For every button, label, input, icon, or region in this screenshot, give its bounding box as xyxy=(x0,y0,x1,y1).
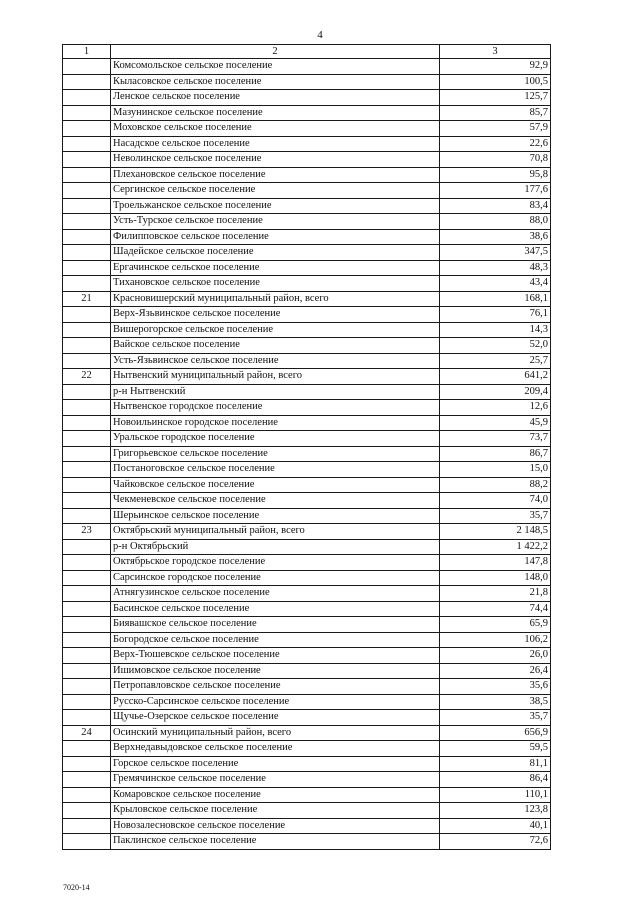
value-cell: 85,7 xyxy=(440,105,551,121)
table-row xyxy=(63,90,551,106)
value-cell: 25,7 xyxy=(440,353,551,369)
value-cell: 26,4 xyxy=(440,663,551,679)
table-row xyxy=(63,291,551,307)
value-cell: 52,0 xyxy=(440,338,551,354)
settlement-name-cell: Уральское городское поселение xyxy=(111,431,440,447)
settlement-name-cell: Чайковское сельское поселение xyxy=(111,477,440,493)
table-row xyxy=(63,617,551,633)
row-number-cell xyxy=(63,570,111,586)
table-row xyxy=(63,229,551,245)
row-number-cell xyxy=(63,586,111,602)
table-row xyxy=(63,586,551,602)
table-row xyxy=(63,121,551,137)
settlement-name-cell: Ишимовское сельское поселение xyxy=(111,663,440,679)
value-cell: 88,2 xyxy=(440,477,551,493)
value-cell: 86,4 xyxy=(440,772,551,788)
settlement-name-cell: Нытвенский муниципальный район, всего xyxy=(111,369,440,385)
column-header-2: 2 xyxy=(111,45,440,59)
value-cell: 110,1 xyxy=(440,787,551,803)
row-number-cell xyxy=(63,772,111,788)
settlement-name-cell: Октябрьский муниципальный район, всего xyxy=(111,524,440,540)
value-cell: 88,0 xyxy=(440,214,551,230)
settlement-name-cell: Постаноговское сельское поселение xyxy=(111,462,440,478)
table-row xyxy=(63,524,551,540)
settlement-name-cell: Осинский муниципальный район, всего xyxy=(111,725,440,741)
table-row xyxy=(63,648,551,664)
table-row xyxy=(63,493,551,509)
value-cell: 22,6 xyxy=(440,136,551,152)
table-row xyxy=(63,756,551,772)
row-number-cell: 24 xyxy=(63,725,111,741)
table-row xyxy=(63,322,551,338)
row-number-cell xyxy=(63,338,111,354)
table-row xyxy=(63,415,551,431)
settlement-name-cell: Мазунинское сельское поселение xyxy=(111,105,440,121)
settlement-name-cell: Октябрьское городское поселение xyxy=(111,555,440,571)
value-cell: 641,2 xyxy=(440,369,551,385)
value-cell: 15,0 xyxy=(440,462,551,478)
settlement-name-cell: Басинское сельское поселение xyxy=(111,601,440,617)
table-row xyxy=(63,694,551,710)
table-row xyxy=(63,741,551,757)
table-row xyxy=(63,477,551,493)
table-row xyxy=(63,276,551,292)
row-number-cell: 23 xyxy=(63,524,111,540)
row-number-cell xyxy=(63,431,111,447)
table-row xyxy=(63,338,551,354)
value-cell: 38,5 xyxy=(440,694,551,710)
row-number-cell xyxy=(63,493,111,509)
settlement-name-cell: Троельжанское сельское поселение xyxy=(111,198,440,214)
row-number-cell xyxy=(63,648,111,664)
value-cell: 177,6 xyxy=(440,183,551,199)
row-number-cell: 22 xyxy=(63,369,111,385)
value-cell: 168,1 xyxy=(440,291,551,307)
value-cell: 74,4 xyxy=(440,601,551,617)
settlement-name-cell: Нытвенское городское поселение xyxy=(111,400,440,416)
settlement-name-cell: Верхнедавыдовское сельское поселение xyxy=(111,741,440,757)
value-cell: 12,6 xyxy=(440,400,551,416)
settlement-name-cell: Филипповское сельское поселение xyxy=(111,229,440,245)
settlement-name-cell: Усть-Турское сельское поселение xyxy=(111,214,440,230)
row-number-cell xyxy=(63,307,111,323)
settlement-name-cell: Чекменевское сельское поселение xyxy=(111,493,440,509)
value-cell: 83,4 xyxy=(440,198,551,214)
row-number-cell xyxy=(63,477,111,493)
row-number-cell xyxy=(63,617,111,633)
value-cell: 95,8 xyxy=(440,167,551,183)
settlement-name-cell: Щучье-Озерское сельское поселение xyxy=(111,710,440,726)
table-row xyxy=(63,183,551,199)
value-cell: 81,1 xyxy=(440,756,551,772)
row-number-cell xyxy=(63,446,111,462)
data-table xyxy=(62,44,551,850)
value-cell: 72,6 xyxy=(440,834,551,850)
table-row xyxy=(63,710,551,726)
settlement-name-cell: Паклинское сельское поселение xyxy=(111,834,440,850)
settlement-name-cell: Русско-Сарсинское сельское поселение xyxy=(111,694,440,710)
row-number-cell xyxy=(63,245,111,261)
row-number-cell xyxy=(63,353,111,369)
table-row xyxy=(63,679,551,695)
table-row xyxy=(63,245,551,261)
table-row xyxy=(63,601,551,617)
table-row xyxy=(63,818,551,834)
value-cell: 14,3 xyxy=(440,322,551,338)
settlement-name-cell: Гремячинское сельское поселение xyxy=(111,772,440,788)
row-number-cell xyxy=(63,167,111,183)
settlement-name-cell: Усть-Язьвинское сельское поселение xyxy=(111,353,440,369)
settlement-name-cell: Атнягузинское сельское поселение xyxy=(111,586,440,602)
value-cell: 125,7 xyxy=(440,90,551,106)
settlement-name-cell: Вишерогорское сельское поселение xyxy=(111,322,440,338)
footer-code: 7020-14 xyxy=(63,883,90,892)
value-cell: 26,0 xyxy=(440,648,551,664)
row-number-cell xyxy=(63,663,111,679)
settlement-name-cell: Вайское сельское поселение xyxy=(111,338,440,354)
settlement-name-cell: Крыловское сельское поселение xyxy=(111,803,440,819)
row-number-cell xyxy=(63,710,111,726)
table-row xyxy=(63,136,551,152)
settlement-name-cell: Ергачинское сельское поселение xyxy=(111,260,440,276)
row-number-cell xyxy=(63,601,111,617)
settlement-name-cell: Верх-Язьвинское сельское поселение xyxy=(111,307,440,323)
value-cell: 147,8 xyxy=(440,555,551,571)
settlement-name-cell: Биявашское сельское поселение xyxy=(111,617,440,633)
settlement-name-cell: Новозалесновское сельское поселение xyxy=(111,818,440,834)
value-cell: 74,0 xyxy=(440,493,551,509)
value-cell: 45,9 xyxy=(440,415,551,431)
row-number-cell xyxy=(63,756,111,772)
settlement-name-cell: Горское сельское поселение xyxy=(111,756,440,772)
value-cell: 106,2 xyxy=(440,632,551,648)
value-cell: 86,7 xyxy=(440,446,551,462)
settlement-name-cell: Плехановское сельское поселение xyxy=(111,167,440,183)
settlement-name-cell: р-н Нытвенский xyxy=(111,384,440,400)
row-number-cell xyxy=(63,555,111,571)
settlement-name-cell: Кыласовское сельское поселение xyxy=(111,74,440,90)
row-number-cell xyxy=(63,183,111,199)
row-number-cell xyxy=(63,229,111,245)
table-row xyxy=(63,787,551,803)
row-number-cell xyxy=(63,260,111,276)
value-cell: 1 422,2 xyxy=(440,539,551,555)
settlement-name-cell: Красновишерский муниципальный район, всего xyxy=(111,291,440,307)
row-number-cell xyxy=(63,834,111,850)
table-row xyxy=(63,384,551,400)
settlement-name-cell: Комаровское сельское поселение xyxy=(111,787,440,803)
value-cell: 21,8 xyxy=(440,586,551,602)
table-row xyxy=(63,369,551,385)
value-cell: 35,6 xyxy=(440,679,551,695)
table-body xyxy=(63,59,551,850)
value-cell: 347,5 xyxy=(440,245,551,261)
value-cell: 2 148,5 xyxy=(440,524,551,540)
table-row xyxy=(63,260,551,276)
row-number-cell xyxy=(63,90,111,106)
table-row xyxy=(63,555,551,571)
value-cell: 57,9 xyxy=(440,121,551,137)
table-row xyxy=(63,539,551,555)
row-number-cell xyxy=(63,105,111,121)
row-number-cell xyxy=(63,539,111,555)
row-number-cell xyxy=(63,400,111,416)
value-cell: 40,1 xyxy=(440,818,551,834)
settlement-name-cell: Богородское сельское поселение xyxy=(111,632,440,648)
row-number-cell xyxy=(63,694,111,710)
value-cell: 43,4 xyxy=(440,276,551,292)
settlement-name-cell: р-н Октябрьский xyxy=(111,539,440,555)
row-number-cell xyxy=(63,74,111,90)
table-header-row xyxy=(63,45,551,59)
settlement-name-cell: Неволинское сельское поселение xyxy=(111,152,440,168)
table-row xyxy=(63,772,551,788)
column-header-1: 1 xyxy=(63,45,111,59)
table-row xyxy=(63,462,551,478)
settlement-name-cell: Тихановское сельское поселение xyxy=(111,276,440,292)
row-number-cell xyxy=(63,803,111,819)
settlement-name-cell: Шерьинское сельское поселение xyxy=(111,508,440,524)
settlement-name-cell: Петропавловское сельское поселение xyxy=(111,679,440,695)
value-cell: 73,7 xyxy=(440,431,551,447)
row-number-cell xyxy=(63,121,111,137)
row-number-cell xyxy=(63,384,111,400)
column-header-3: 3 xyxy=(440,45,551,59)
row-number-cell xyxy=(63,198,111,214)
table-row xyxy=(63,570,551,586)
row-number-cell xyxy=(63,152,111,168)
row-number-cell xyxy=(63,679,111,695)
value-cell: 148,0 xyxy=(440,570,551,586)
value-cell: 48,3 xyxy=(440,260,551,276)
row-number-cell xyxy=(63,59,111,75)
page-number: 4 xyxy=(317,29,323,41)
table-row xyxy=(63,105,551,121)
row-number-cell xyxy=(63,136,111,152)
row-number-cell xyxy=(63,214,111,230)
value-cell: 76,1 xyxy=(440,307,551,323)
row-number-cell xyxy=(63,276,111,292)
settlement-name-cell: Верх-Тюшевское сельское поселение xyxy=(111,648,440,664)
table-row xyxy=(63,834,551,850)
value-cell: 100,5 xyxy=(440,74,551,90)
settlement-name-cell: Шадейское сельское поселение xyxy=(111,245,440,261)
table-row xyxy=(63,663,551,679)
table-row xyxy=(63,74,551,90)
table-row xyxy=(63,431,551,447)
row-number-cell xyxy=(63,415,111,431)
value-cell: 59,5 xyxy=(440,741,551,757)
settlement-name-cell: Насадское сельское поселение xyxy=(111,136,440,152)
table-row xyxy=(63,198,551,214)
table-row xyxy=(63,214,551,230)
table-row xyxy=(63,353,551,369)
table-row xyxy=(63,508,551,524)
row-number-cell xyxy=(63,322,111,338)
settlement-name-cell: Новоильинское городское поселение xyxy=(111,415,440,431)
table-row xyxy=(63,446,551,462)
value-cell: 35,7 xyxy=(440,508,551,524)
value-cell: 123,8 xyxy=(440,803,551,819)
row-number-cell xyxy=(63,787,111,803)
row-number-cell xyxy=(63,741,111,757)
value-cell: 656,9 xyxy=(440,725,551,741)
value-cell: 70,8 xyxy=(440,152,551,168)
value-cell: 209,4 xyxy=(440,384,551,400)
settlement-name-cell: Ленское сельское поселение xyxy=(111,90,440,106)
row-number-cell: 21 xyxy=(63,291,111,307)
row-number-cell xyxy=(63,818,111,834)
table-row xyxy=(63,167,551,183)
table-row xyxy=(63,152,551,168)
settlement-name-cell: Григорьевское сельское поселение xyxy=(111,446,440,462)
value-cell: 38,6 xyxy=(440,229,551,245)
settlement-name-cell: Комсомольское сельское поселение xyxy=(111,59,440,75)
table-row xyxy=(63,725,551,741)
table-row xyxy=(63,803,551,819)
value-cell: 65,9 xyxy=(440,617,551,633)
row-number-cell xyxy=(63,462,111,478)
settlement-name-cell: Сергинское сельское поселение xyxy=(111,183,440,199)
row-number-cell xyxy=(63,508,111,524)
table-row xyxy=(63,632,551,648)
value-cell: 35,7 xyxy=(440,710,551,726)
settlement-name-cell: Сарсинское городское поселение xyxy=(111,570,440,586)
value-cell: 92,9 xyxy=(440,59,551,75)
table-row xyxy=(63,400,551,416)
table-row xyxy=(63,59,551,75)
settlement-name-cell: Моховское сельское поселение xyxy=(111,121,440,137)
row-number-cell xyxy=(63,632,111,648)
table-row xyxy=(63,307,551,323)
